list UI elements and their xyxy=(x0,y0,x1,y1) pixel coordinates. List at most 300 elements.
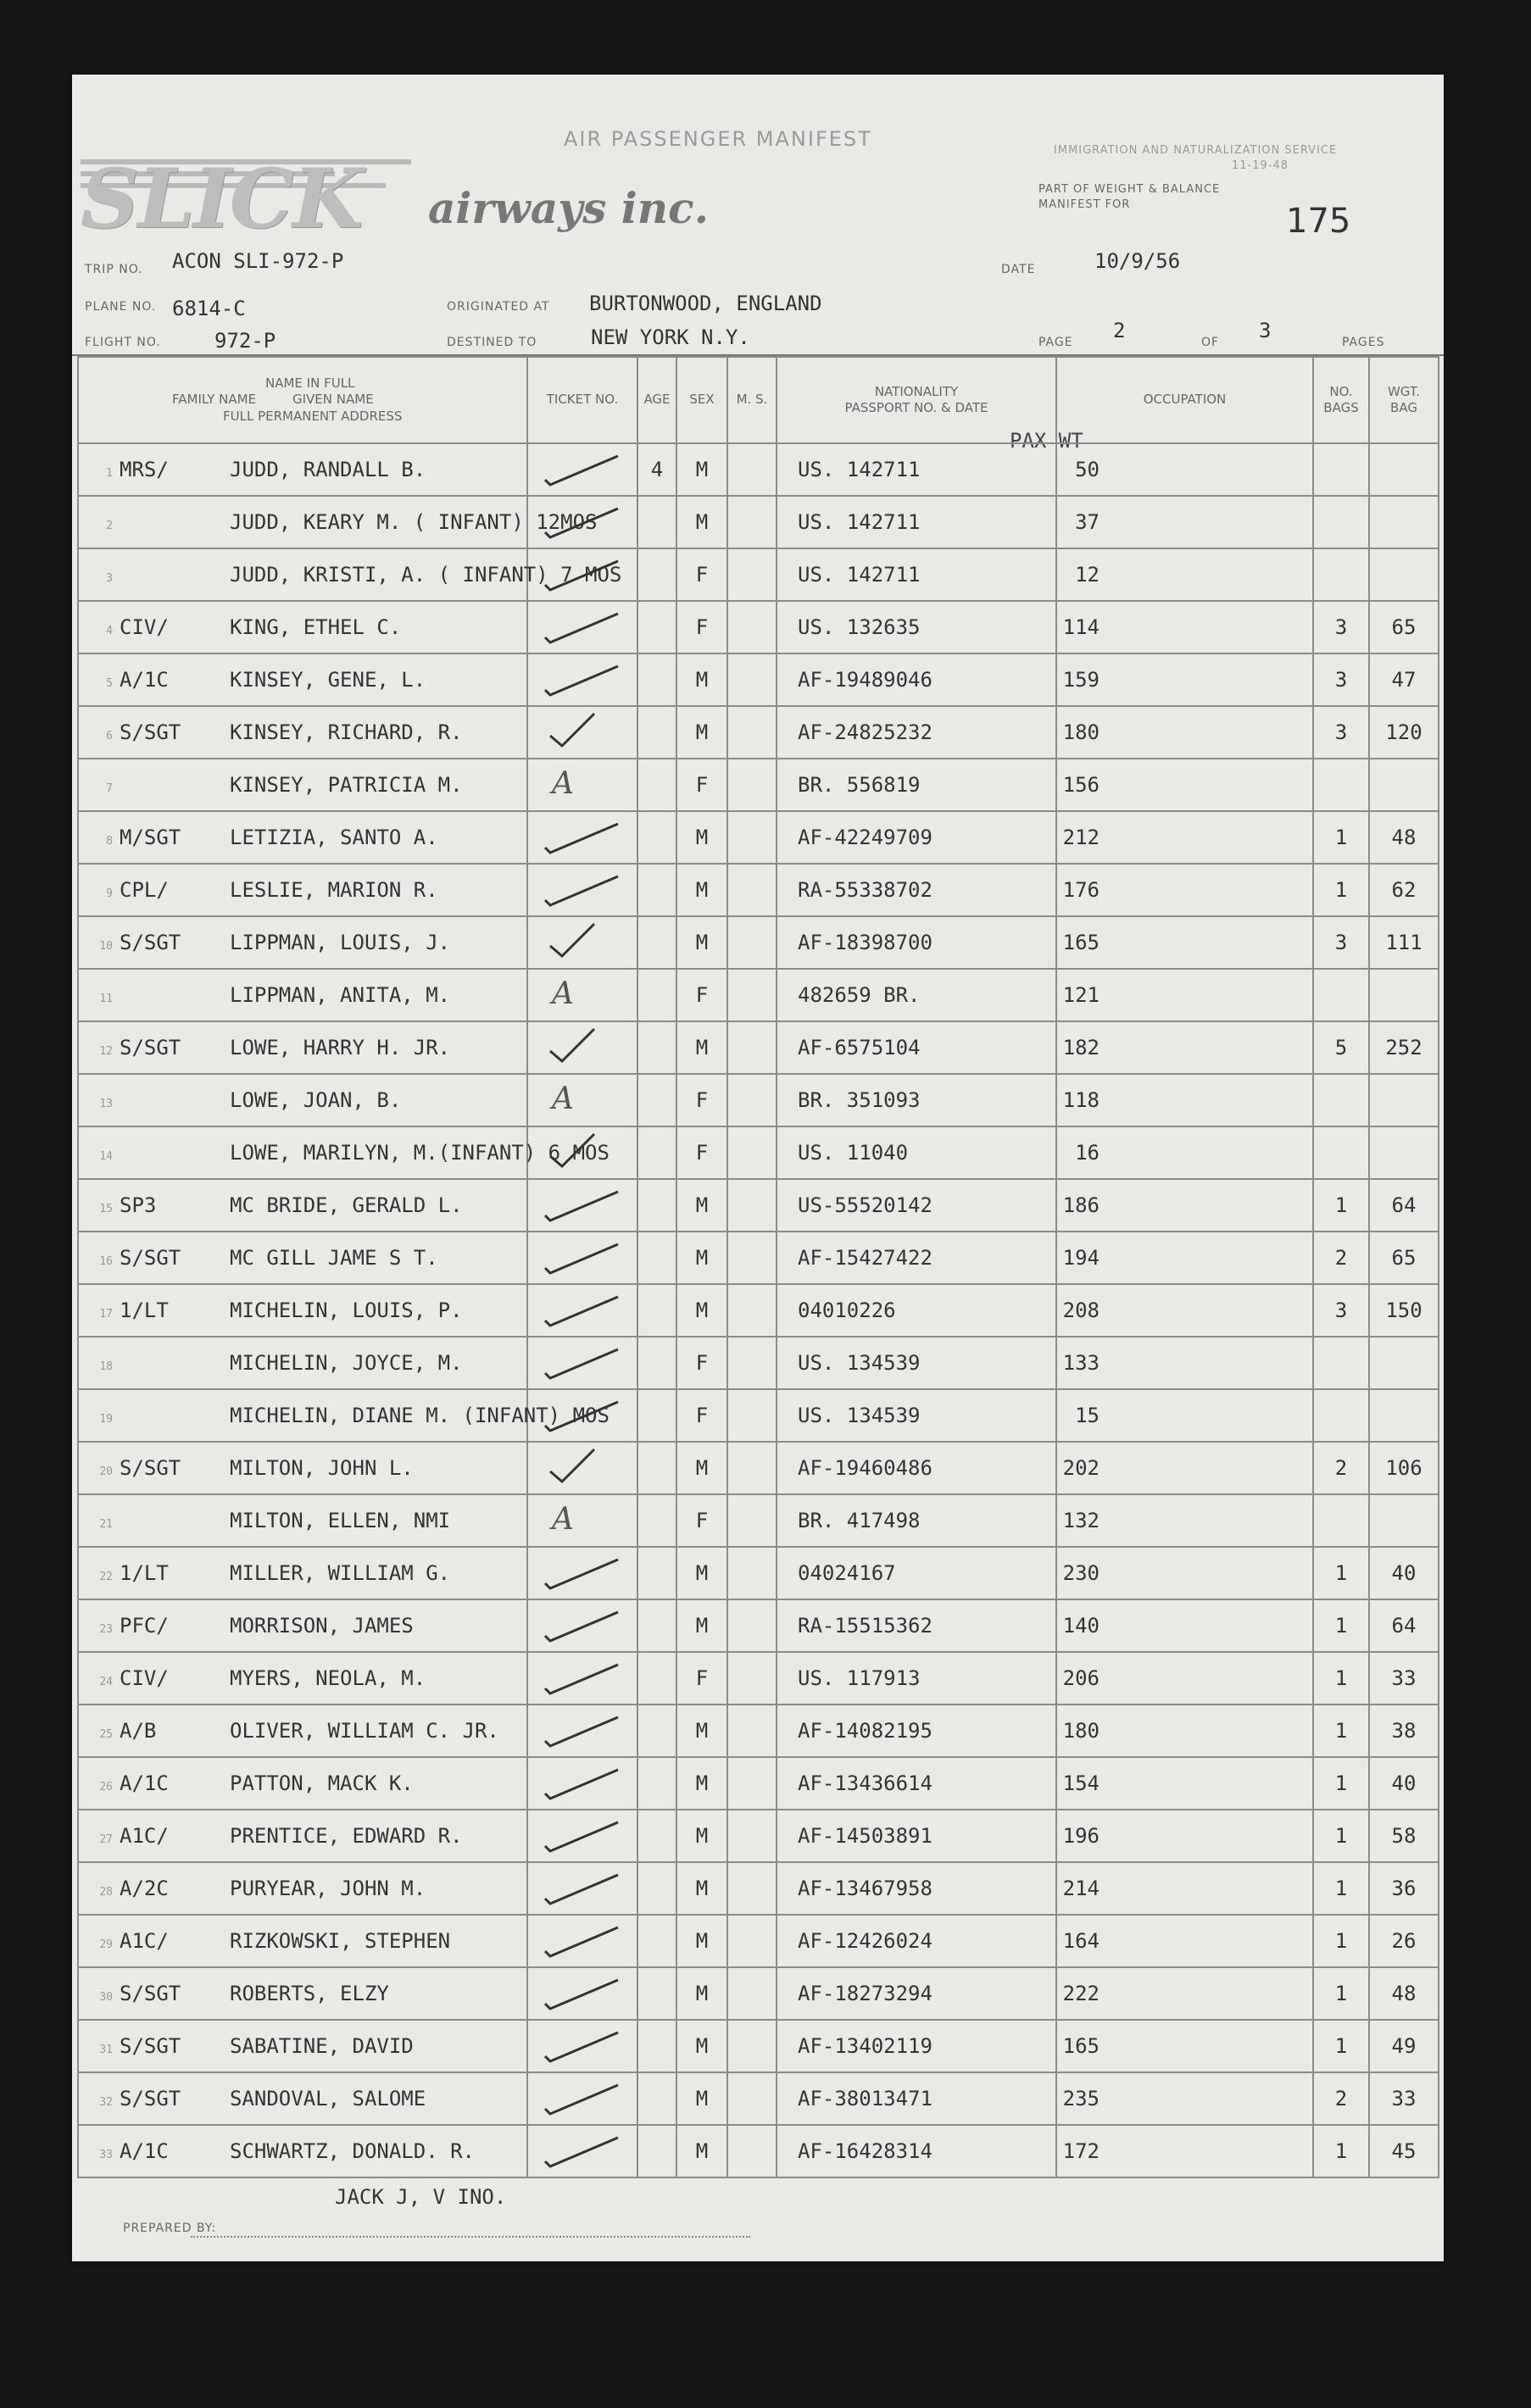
rank-text: S/SGT xyxy=(120,1456,181,1480)
passport-cell: AF-13467958 xyxy=(777,1862,1056,1915)
ticket-cell xyxy=(527,1810,637,1862)
handwritten-a-mark: A xyxy=(552,1082,574,1116)
occupation-cell xyxy=(1056,811,1313,864)
rank-text: S/SGT xyxy=(120,1246,181,1270)
occupation-cell xyxy=(1056,1547,1313,1599)
ticket-cell xyxy=(527,1232,637,1284)
ms-cell xyxy=(727,1179,777,1232)
ticket-cell xyxy=(527,653,637,706)
occupation-cell xyxy=(1056,864,1313,916)
name-cell xyxy=(78,1494,527,1547)
ms-cell xyxy=(727,1126,777,1179)
ticket-cell xyxy=(527,1074,637,1126)
pax-weight: 202 xyxy=(1062,1456,1100,1480)
passport-cell: AF-14082195 xyxy=(777,1705,1056,1757)
age-cell xyxy=(637,916,676,969)
pages-label: PAGES xyxy=(1342,336,1385,349)
ms-cell xyxy=(727,1547,777,1599)
passport-cell: US. 142711 xyxy=(777,548,1056,601)
age-cell xyxy=(637,1599,676,1652)
pax-weight: 159 xyxy=(1062,668,1100,692)
name-cell xyxy=(78,1862,527,1915)
ms-cell xyxy=(727,1599,777,1652)
bags-cell: 2 xyxy=(1313,1232,1369,1284)
sex-cell: M xyxy=(676,1547,727,1599)
sex-cell: F xyxy=(676,1494,727,1547)
passport-cell: RA-55338702 xyxy=(777,864,1056,916)
handwritten-tick-mark xyxy=(543,920,620,961)
ticket-cell xyxy=(527,1179,637,1232)
age-cell xyxy=(637,1179,676,1232)
ms-cell xyxy=(727,969,777,1021)
bags-column-header: NO. BAGS xyxy=(1313,357,1369,443)
ms-cell xyxy=(727,1074,777,1126)
bags-cell: 1 xyxy=(1313,1599,1369,1652)
row-number: 9 xyxy=(106,887,113,900)
ms-cell xyxy=(727,1757,777,1810)
passenger-name: MC BRIDE, GERALD L. xyxy=(230,1193,463,1217)
sex-cell: M xyxy=(676,2125,727,2177)
signature-line xyxy=(191,2236,750,2238)
bag-weight-cell xyxy=(1369,1074,1439,1126)
ticket-cell xyxy=(527,1494,637,1547)
bags-cell: 1 xyxy=(1313,2020,1369,2072)
ticket-cell xyxy=(527,1705,637,1757)
table-row xyxy=(78,443,1439,496)
rank-text: A/1C xyxy=(120,1771,169,1795)
name-cell xyxy=(78,1389,610,1442)
occupation-cell xyxy=(1056,1389,1313,1442)
rank-text: CPL/ xyxy=(120,878,169,902)
bag-weight-cell: 65 xyxy=(1369,1232,1439,1284)
bags-cell: 1 xyxy=(1313,1915,1369,1967)
bag-weight-cell: 48 xyxy=(1369,811,1439,864)
passenger-name: SANDOVAL, SALOME xyxy=(230,2087,426,2110)
name-cell xyxy=(78,1967,527,2020)
row-number: 11 xyxy=(99,993,113,1005)
bag-weight-cell xyxy=(1369,969,1439,1021)
name-cell xyxy=(78,548,622,601)
table-row xyxy=(78,1862,1439,1915)
rank-text: A1C/ xyxy=(120,1929,169,1953)
table-row xyxy=(78,1126,1439,1179)
row-number: 23 xyxy=(99,1623,113,1636)
row-number: 1 xyxy=(106,467,113,480)
handwritten-check-mark xyxy=(543,2077,620,2117)
sex-cell: M xyxy=(676,864,727,916)
passport-cell: US. 134539 xyxy=(777,1337,1056,1389)
sex-cell: F xyxy=(676,1652,727,1705)
of-value: 3 xyxy=(1259,319,1272,342)
passenger-name: LOWE, HARRY H. JR. xyxy=(230,1036,451,1059)
name-cell xyxy=(78,969,527,1021)
table-row xyxy=(78,1547,1439,1599)
handwritten-check-mark xyxy=(543,1919,620,1960)
sex-cell: M xyxy=(676,496,727,548)
age-cell xyxy=(637,496,676,548)
occupation-cell xyxy=(1056,1967,1313,2020)
form-code: 11-19-48 xyxy=(1232,159,1289,172)
table-row xyxy=(78,1915,1439,1967)
bag-weight-cell xyxy=(1369,496,1439,548)
age-cell xyxy=(637,1284,676,1337)
rank-text: S/SGT xyxy=(120,720,181,744)
handwritten-check-mark xyxy=(543,1814,620,1855)
row-number: 24 xyxy=(99,1676,113,1688)
rank-text: PFC/ xyxy=(120,1614,169,1638)
ms-cell xyxy=(727,1494,777,1547)
ms-cell xyxy=(727,1862,777,1915)
ticket-cell xyxy=(527,1021,637,1074)
sex-cell: M xyxy=(676,2072,727,2125)
occupation-cell xyxy=(1056,601,1313,653)
handwritten-check-mark xyxy=(543,1656,620,1697)
age-cell xyxy=(637,1915,676,1967)
rank-text: 1/LT xyxy=(120,1299,169,1322)
ms-cell xyxy=(727,916,777,969)
bags-cell xyxy=(1313,1389,1369,1442)
name-cell xyxy=(78,1599,527,1652)
destined-value: NEW YORK N.Y. xyxy=(591,325,750,349)
passenger-name: LESLIE, MARION R. xyxy=(230,878,438,902)
rank-text: A/B xyxy=(120,1719,157,1743)
handwritten-a-mark: A xyxy=(552,1502,574,1537)
row-number: 31 xyxy=(99,2044,113,2056)
pax-weight: 15 xyxy=(1075,1404,1100,1427)
occupation-cell xyxy=(1056,1494,1313,1547)
table-row xyxy=(78,759,1439,811)
table-row xyxy=(78,1074,1439,1126)
passport-cell: AF-19489046 xyxy=(777,653,1056,706)
handwritten-check-mark xyxy=(543,1709,620,1749)
age-cell xyxy=(637,706,676,759)
pax-weight: 180 xyxy=(1062,1719,1100,1743)
rank-text: S/SGT xyxy=(120,931,181,954)
occupation-cell xyxy=(1056,2125,1313,2177)
sex-cell: M xyxy=(676,443,727,496)
row-number: 20 xyxy=(99,1465,113,1478)
ticket-cell xyxy=(527,969,637,1021)
bag-weight-cell: 48 xyxy=(1369,1967,1439,2020)
ticket-cell xyxy=(527,1547,637,1599)
handwritten-check-mark xyxy=(543,605,620,646)
bag-weight-cell xyxy=(1369,443,1439,496)
sex-cell: F xyxy=(676,1389,727,1442)
ticket-cell xyxy=(527,2072,637,2125)
bags-cell xyxy=(1313,1126,1369,1179)
bag-weight-cell xyxy=(1369,1337,1439,1389)
bags-cell: 3 xyxy=(1313,706,1369,759)
row-number: 12 xyxy=(99,1045,113,1058)
ticket-cell xyxy=(527,1599,637,1652)
age-cell xyxy=(637,1337,676,1389)
passport-cell: AF-6575104 xyxy=(777,1021,1056,1074)
flight-no-label: FLIGHT NO. xyxy=(85,336,161,349)
ticket-cell xyxy=(527,1757,637,1810)
table-row xyxy=(78,2020,1439,2072)
ticket-column-header: TICKET NO. xyxy=(527,357,637,443)
table-row xyxy=(78,653,1439,706)
bag-weight-cell: 58 xyxy=(1369,1810,1439,1862)
passport-cell: BR. 417498 xyxy=(777,1494,1056,1547)
pax-weight: 156 xyxy=(1062,773,1100,797)
bags-cell: 1 xyxy=(1313,1179,1369,1232)
table-row xyxy=(78,916,1439,969)
sex-cell: M xyxy=(676,706,727,759)
bags-cell: 1 xyxy=(1313,1705,1369,1757)
passport-cell: AF-24825232 xyxy=(777,706,1056,759)
passenger-name: MC GILL JAME S T. xyxy=(230,1246,438,1270)
bag-weight-cell: 40 xyxy=(1369,1757,1439,1810)
pax-weight: 214 xyxy=(1062,1877,1100,1900)
passenger-name: SCHWARTZ, DONALD. R. xyxy=(230,2139,475,2163)
bag-weight-cell xyxy=(1369,759,1439,811)
sex-cell: M xyxy=(676,1862,727,1915)
passport-cell: US-55520142 xyxy=(777,1179,1056,1232)
handwritten-check-mark xyxy=(543,553,620,593)
passenger-name: LETIZIA, SANTO A. xyxy=(230,826,438,849)
bags-cell xyxy=(1313,759,1369,811)
ms-cell xyxy=(727,653,777,706)
age-cell xyxy=(637,1757,676,1810)
rank-text: CIV/ xyxy=(120,615,169,639)
bags-cell xyxy=(1313,969,1369,1021)
passenger-name: LOWE, JOAN, B. xyxy=(230,1088,402,1112)
bags-cell: 3 xyxy=(1313,1284,1369,1337)
passenger-name: ROBERTS, ELZY xyxy=(230,1982,389,2005)
ticket-cell xyxy=(527,601,637,653)
pax-wt-label: PAX WT xyxy=(1010,429,1083,453)
handwritten-check-mark xyxy=(543,1183,620,1224)
handwritten-check-mark xyxy=(543,2024,620,2065)
rank-text: A/2C xyxy=(120,1877,169,1900)
rank-text: 1/LT xyxy=(120,1561,169,1585)
pax-weight: 114 xyxy=(1062,615,1100,639)
row-number: 7 xyxy=(106,782,113,795)
agency-name: IMMIGRATION AND NATURALIZATION SERVICE xyxy=(1054,144,1338,157)
name-cell xyxy=(78,1705,527,1757)
handwritten-tick-mark xyxy=(543,1131,620,1171)
passenger-name: MILTON, JOHN L. xyxy=(230,1456,414,1480)
ticket-cell xyxy=(527,1652,637,1705)
ms-cell xyxy=(727,1389,777,1442)
passenger-name: MORRISON, JAMES xyxy=(230,1614,414,1638)
bag-weight-cell: 49 xyxy=(1369,2020,1439,2072)
pax-weight: 133 xyxy=(1062,1351,1100,1375)
name-cell xyxy=(78,496,598,548)
passport-cell: AF-19460486 xyxy=(777,1442,1056,1494)
age-cell xyxy=(637,653,676,706)
name-cell xyxy=(78,1442,527,1494)
handwritten-check-mark xyxy=(543,1551,620,1592)
handwritten-check-mark xyxy=(543,868,620,909)
pax-weight: 212 xyxy=(1062,826,1100,849)
page-value: 2 xyxy=(1113,319,1126,342)
rank-text: A/1C xyxy=(120,2139,169,2163)
sex-cell: F xyxy=(676,548,727,601)
bags-cell: 3 xyxy=(1313,601,1369,653)
rank-text: S/SGT xyxy=(120,1036,181,1059)
passport-cell: US. 142711 xyxy=(777,443,1056,496)
pax-weight: 208 xyxy=(1062,1299,1100,1322)
pax-weight: 222 xyxy=(1062,1982,1100,2005)
row-number: 17 xyxy=(99,1308,113,1321)
passenger-name: PRENTICE, EDWARD R. xyxy=(230,1824,463,1848)
sex-cell: F xyxy=(676,601,727,653)
sex-cell: F xyxy=(676,1126,727,1179)
name-cell xyxy=(78,2020,527,2072)
sex-cell: M xyxy=(676,653,727,706)
passenger-name: KING, ETHEL C. xyxy=(230,615,402,639)
handwritten-check-mark xyxy=(543,1341,620,1382)
sex-cell: M xyxy=(676,916,727,969)
name-cell xyxy=(78,1915,527,1967)
sex-cell: M xyxy=(676,1232,727,1284)
name-cell xyxy=(78,1232,527,1284)
handwritten-check-mark xyxy=(543,1604,620,1644)
date-value: 10/9/56 xyxy=(1094,249,1181,273)
handwritten-a-mark: A xyxy=(552,766,574,801)
ms-cell xyxy=(727,443,777,496)
form-title: AIR PASSENGER MANIFEST xyxy=(564,127,872,151)
of-label: OF xyxy=(1201,336,1220,349)
occupation-cell xyxy=(1056,1074,1313,1126)
ticket-cell xyxy=(527,706,637,759)
originated-label: ORIGINATED AT xyxy=(447,300,550,314)
occupation-cell xyxy=(1056,759,1313,811)
bags-cell: 3 xyxy=(1313,653,1369,706)
name-cell xyxy=(78,2072,527,2125)
table-row xyxy=(78,1652,1439,1705)
ticket-cell xyxy=(527,1337,637,1389)
bag-weight-cell: 111 xyxy=(1369,916,1439,969)
pax-weight: 154 xyxy=(1062,1771,1100,1795)
age-cell xyxy=(637,759,676,811)
age-cell xyxy=(637,1021,676,1074)
ms-cell xyxy=(727,1284,777,1337)
pax-weight: 121 xyxy=(1062,983,1100,1007)
pax-weight: 186 xyxy=(1062,1193,1100,1217)
table-row xyxy=(78,1021,1439,1074)
passenger-name: SABATINE, DAVID xyxy=(230,2034,414,2058)
handwritten-tick-mark xyxy=(543,1446,620,1487)
occupation-cell xyxy=(1056,496,1313,548)
table-row xyxy=(78,969,1439,1021)
name-cell xyxy=(78,1126,610,1179)
bags-cell: 1 xyxy=(1313,864,1369,916)
passenger-name: LIPPMAN, LOUIS, J. xyxy=(230,931,451,954)
passport-cell: AF-38013471 xyxy=(777,2072,1056,2125)
name-cell xyxy=(78,916,527,969)
ticket-cell xyxy=(527,1967,637,2020)
name-cell xyxy=(78,811,527,864)
passport-cell: US. 117913 xyxy=(777,1652,1056,1705)
plane-no-label: PLANE NO. xyxy=(85,300,157,314)
occupation-cell xyxy=(1056,1442,1313,1494)
passenger-name: MYERS, NEOLA, M. xyxy=(230,1666,426,1690)
ms-cell xyxy=(727,1810,777,1862)
bag-weight-cell: 45 xyxy=(1369,2125,1439,2177)
passport-cell: US. 142711 xyxy=(777,496,1056,548)
passport-cell: AF-13436614 xyxy=(777,1757,1056,1810)
passenger-name: JUDD, KEARY M. ( INFANT) 12MOS xyxy=(230,510,598,534)
manifest-sheet xyxy=(72,75,1444,2261)
row-number: 30 xyxy=(99,1991,113,2004)
handwritten-check-mark xyxy=(543,2129,620,2170)
table-row xyxy=(78,1284,1439,1337)
ms-cell xyxy=(727,1232,777,1284)
occupation-cell xyxy=(1056,2072,1313,2125)
pax-weight: 165 xyxy=(1062,2034,1100,2058)
row-number: 8 xyxy=(106,835,113,848)
occupation-cell xyxy=(1056,1284,1313,1337)
sex-cell: M xyxy=(676,1179,727,1232)
rank-text: M/SGT xyxy=(120,826,181,849)
row-number: 16 xyxy=(99,1255,113,1268)
passport-cell: 04010226 xyxy=(777,1284,1056,1337)
ms-column-header: M. S. xyxy=(727,357,777,443)
table-row xyxy=(78,2072,1439,2125)
passport-cell: 04024167 xyxy=(777,1547,1056,1599)
row-number: 22 xyxy=(99,1571,113,1583)
sex-cell: M xyxy=(676,1915,727,1967)
pax-weight: 182 xyxy=(1062,1036,1100,1059)
age-cell xyxy=(637,1126,676,1179)
name-cell xyxy=(78,1810,527,1862)
handwritten-check-mark xyxy=(543,1866,620,1907)
row-number: 25 xyxy=(99,1728,113,1741)
bags-cell: 1 xyxy=(1313,1810,1369,1862)
handwritten-check-mark xyxy=(543,448,620,488)
table-row xyxy=(78,864,1439,916)
table-row xyxy=(78,1810,1439,1862)
handwritten-check-mark xyxy=(543,1236,620,1276)
age-cell xyxy=(637,1862,676,1915)
manifest-for-label: MANIFEST FOR xyxy=(1038,198,1131,211)
ms-cell xyxy=(727,1442,777,1494)
pax-weight: 165 xyxy=(1062,931,1100,954)
ms-cell xyxy=(727,1705,777,1757)
ms-cell xyxy=(727,1337,777,1389)
ticket-cell xyxy=(527,916,637,969)
originated-value: BURTONWOOD, ENGLAND xyxy=(589,292,822,315)
ticket-cell xyxy=(527,1915,637,1967)
passport-cell: AF-13402119 xyxy=(777,2020,1056,2072)
passenger-name: MICHELIN, DIANE M. (INFANT) MOS xyxy=(230,1404,610,1427)
bags-cell: 1 xyxy=(1313,1547,1369,1599)
occupation-cell xyxy=(1056,916,1313,969)
name-cell xyxy=(78,1652,527,1705)
occupation-cell xyxy=(1056,1757,1313,1810)
passenger-name: KINSEY, GENE, L. xyxy=(230,668,426,692)
table-row xyxy=(78,1232,1439,1284)
row-number: 29 xyxy=(99,1938,113,1951)
rank-text: CIV/ xyxy=(120,1666,169,1690)
sex-cell: F xyxy=(676,759,727,811)
ms-cell xyxy=(727,2020,777,2072)
occupation-cell xyxy=(1056,1021,1313,1074)
ms-cell xyxy=(727,496,777,548)
ms-cell xyxy=(727,601,777,653)
age-cell xyxy=(637,811,676,864)
pax-weight: 140 xyxy=(1062,1614,1100,1638)
passport-cell: 482659 BR. xyxy=(777,969,1056,1021)
row-number: 6 xyxy=(106,730,113,742)
flight-no-value: 972-P xyxy=(214,329,276,353)
handwritten-check-mark xyxy=(543,658,620,698)
name-cell xyxy=(78,1547,527,1599)
rank-text: S/SGT xyxy=(120,2087,181,2110)
